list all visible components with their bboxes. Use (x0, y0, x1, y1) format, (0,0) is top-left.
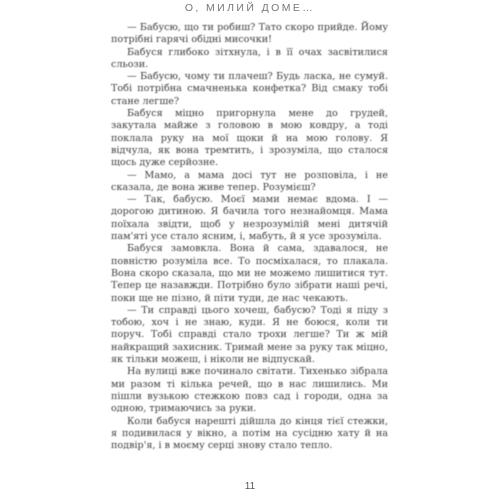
paragraph: Бабуся міцно пригорнула мене до грудей, закутала майже з головою в мою ковдру, а тоді поклала руку на мої щоки й на мою голову. Я відчула, як вона тремтить, і зрозуміла, що сталося щось дуже серйозне. (111, 108, 388, 169)
paragraph: На вулиці вже починало світати. Тихенько зібрала ми разом ті кілька речей, що в нас лишились. Ми пішли вузькою стежкою повз сад і городи, одна за одною, тримаючись за руки. (111, 366, 388, 415)
paragraph: — Мамо, а мама досі тут не розповіла, і не сказала, де вона живе тепер. Розумієш? (111, 169, 388, 193)
running-header: О, МИЛИЙ ДОМЕ… (184, 2, 316, 14)
paragraph: — Так, бабусю. Моєї мами немає вдома. І — дорогою дитиною. Я бачила того незнайомця. Мама поїхала звідти, щоб у незрозумілій мені дитячій пам'яті усе стало ясним, і, мабуть, й я усе зрозуміла. (111, 194, 388, 243)
page-number: 11 (244, 481, 256, 492)
paragraph: — Ти справді цього хочеш, бабусю? Тоді я піду з тобою, хоч і не знаю, куди. Я не боюся, коли ти поруч. Тобі справді стало трохи легше? Ти ж мій найкращий захисник. Тримай мене за руку так міцно, як тільки можеш, і ніколи не відпускай. (111, 304, 388, 366)
paragraph: — Бабусю, чому ти плачеш? Будь ласка, не сумуй. Тобі потрібна смачненька конфетка? Від смаку тобі стане легше? (111, 71, 388, 107)
paragraph: — Бабусю, що ти робиш? Тато скоро прийде. Йому потрібні гарячі обідні мисочки! (111, 22, 388, 46)
paragraph: Бабуся глибоко зітхнула, і в її очах засвітилися сльози. (111, 46, 388, 70)
paragraph: Коли бабуся нарешті дійшла до кінця тієї стежки, я подивилася у вікно, а потім на сусідню хату й на подвір'я, і в моєму серці знову стало тепло. (111, 415, 388, 452)
paragraph: Бабуся замовкла. Вона й сама, здавалося, не повністю розуміла все. То посміхалася, то плакала. Вона скоро сказала, що ми не можемо лишитися тут. Тепер це назавжди. Потрібно було зібрати наші речі, поки ще не пізно, й піти туди, де нас чекають. (111, 243, 388, 304)
body-text (111, 22, 388, 452)
